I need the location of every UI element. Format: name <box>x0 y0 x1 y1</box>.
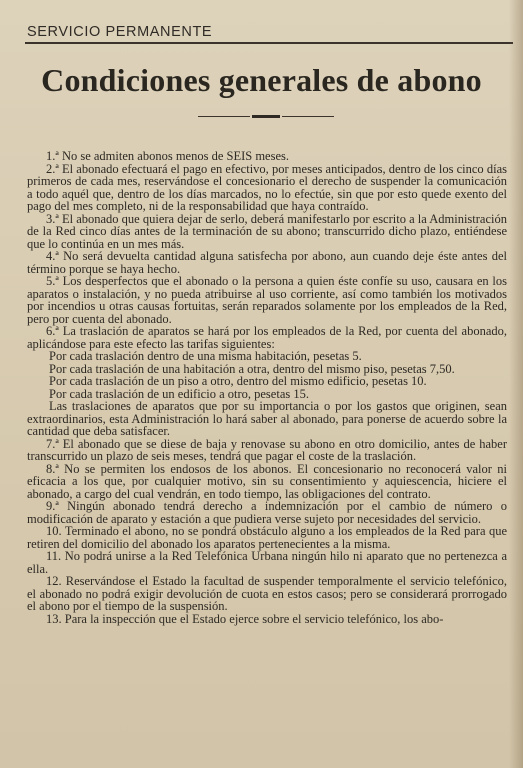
ornament-line-right <box>282 116 334 117</box>
clause-9: 9.ª Ningún abonado tendrá derecho a indemnización por el cambio de número o modificación de aparato y estación a que pudiera verse sujeto por necesidades del servicio. <box>27 499 507 526</box>
tariff-note: Las traslaciones de aparatos que por su importancia o por los gastos que originen, sean extraordinarios, esta Administración lo hará saber al abonado, para ponerse de acuerdo sobre la cantidad que deba satisfacer. <box>27 399 507 438</box>
ornament-line-left <box>198 116 250 117</box>
conditions-body <box>27 150 507 625</box>
clause-2: 2.ª El abonado efectuará el pago en efectivo, por meses anticipados, dentro de los cinco días primeros de cada mes, reservándose el concesionario el derecho de suspender la comunicación a todo aquél que, dentro de los días marcados, no lo efectúe, sin que por esto quede exento del pago del mes completo, ni de la responsabilidad que haya contraído. <box>27 161 507 213</box>
clause-10: 10. Terminado el abono, no se pondrá obstáculo alguno a los empleados de la Red para que retiren del domicilio del abonado los aparatos pertenecientes a la misma. <box>27 524 507 551</box>
clause-5: 5.ª Los desperfectos que el abonado o la persona a quien éste confíe su uso, causara en los aparatos o instalación, y no pueda atribuirse al uso corriente, así como también los motivados por incendios u otras causas fortuitas, serán reparados solamente por los empleados de la Red, pero por cuenta del abonado. <box>27 274 507 326</box>
tariff-line: Por cada traslación de un piso a otro, dentro del mismo edificio, pesetas 10. <box>49 374 427 388</box>
section-header: SERVICIO PERMANENTE <box>27 24 213 40</box>
clause-12: 12. Reservándose el Estado la facultad de suspender temporalmente el servicio telefónico, el abonado no podrá exigir devolución de cuota en estos casos; pero se considerará prorrogado el abono por el tiempo de la suspensión. <box>27 574 507 613</box>
tariff-line: Por cada traslación dentro de una misma habitación, pesetas 5. <box>49 349 362 363</box>
clause-6: 6.ª La traslación de aparatos se hará por los empleados de la Red, por cuenta del abonado, aplicándose para este efecto las tarifas siguientes: <box>27 324 507 351</box>
clause-4: 4.ª No será devuelta cantidad alguna satisfecha por abono, aun cuando deje éste antes del término porque se haya hecho. <box>27 249 507 276</box>
clause-7: 7.ª El abonado que se diese de baja y renovase su abono en otro domicilio, antes de haber transcurrido un plazo de seis meses, tendrá que pagar el coste de la traslación. <box>27 436 507 463</box>
ornament-bar <box>252 115 280 118</box>
title-ornament <box>198 114 334 120</box>
tariff-line: Por cada traslación de una habitación a otra, dentro del mismo piso, pesetas 7,50. <box>49 361 455 376</box>
page-title: Condiciones generales de abono <box>41 62 482 98</box>
clause-11: 11. No podrá unirse a la Red Telefónica Urbana ningún hilo ni aparato que no pertenezca a ella. <box>27 549 507 576</box>
clause-13: 13. Para la inspección que el Estado ejerce sobre el servicio telefónico, los abo- <box>46 611 444 626</box>
header-rule <box>25 42 513 44</box>
clause-1: 1.ª No se admiten abonos menos de SEIS meses. <box>46 149 289 163</box>
tariff-line: Por cada traslación de un edificio a otro, pesetas 15. <box>49 386 309 401</box>
clause-3: 3.ª El abonado que quiera dejar de serlo, deberá manifestarlo por escrito a la Administración de la Red cinco días antes de la terminación de su abono; transcurrido dicho plazo, entiéndese que lo continúa en un mes más. <box>27 211 507 251</box>
clause-8: 8.ª No se permiten los endosos de los abonos. El concesionario no reconocerá valor ni eficacia a los que, por cualquier motivo, sin su consentimiento y aquiescencia, hiciere el abonado, a cargo del cual vendrán, en todo tiempo, las obligaciones del contrato. <box>27 461 507 501</box>
